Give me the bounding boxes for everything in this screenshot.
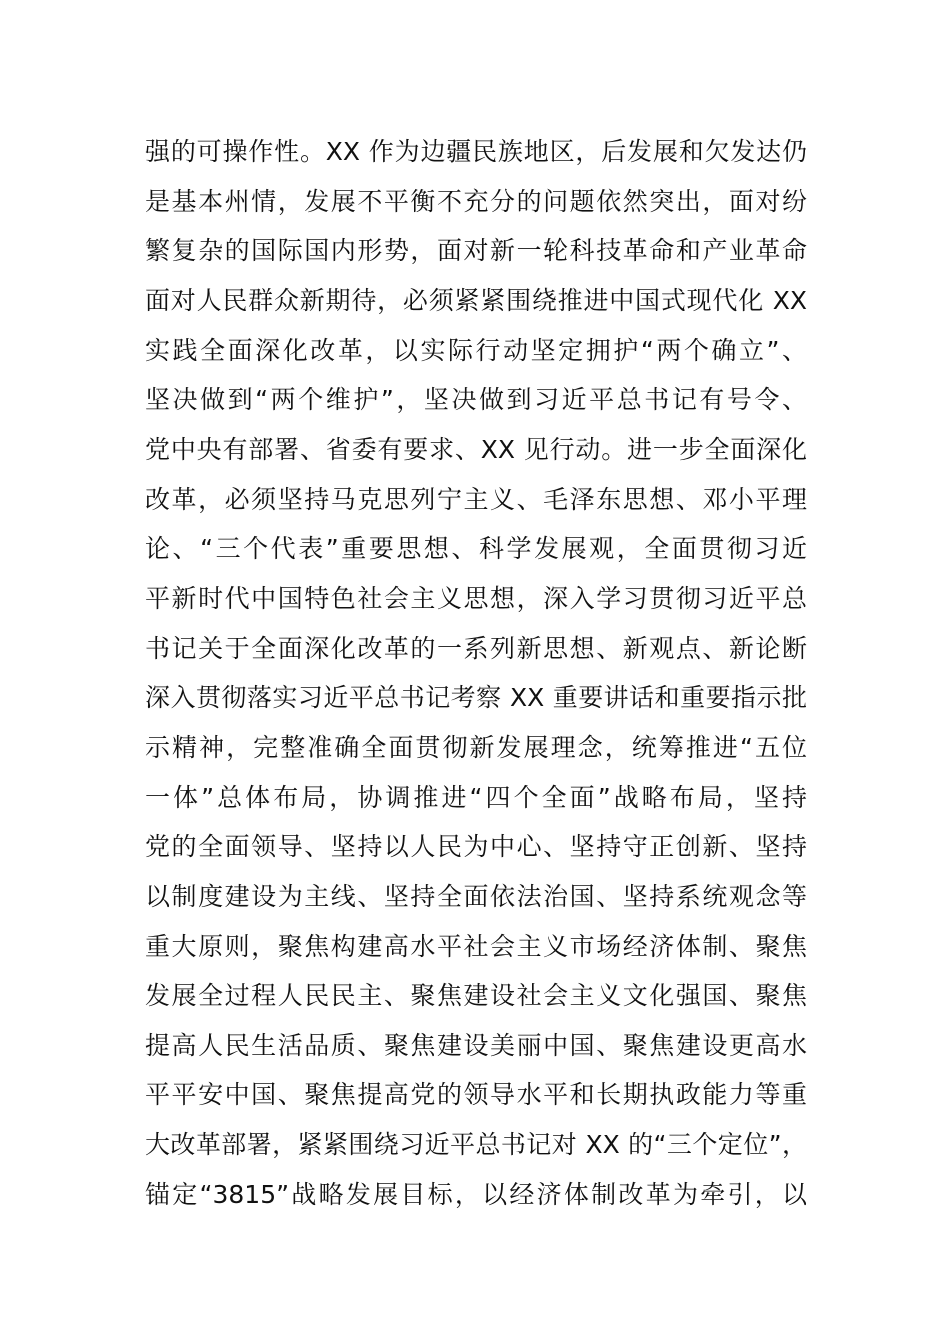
text-line: 重大原则，聚焦构建高水平社会主义市场经济体制、聚焦 [145, 931, 807, 961]
text-line: 坚决做到“两个维护”，坚决做到习近平总书记有号令、 [145, 385, 807, 415]
text-line: 锚定“3815”战略发展目标，以经济体制改革为牵引，以 [145, 1179, 807, 1209]
text-line: 发展全过程人民民主、聚焦建设社会主义文化强国、聚焦 [145, 981, 807, 1011]
text-line: 一体”总体布局，协调推进“四个全面”战略布局，坚持 [145, 782, 807, 812]
text-line: 强的可操作性。XX 作为边疆民族地区，后发展和欠发达仍 [145, 137, 807, 166]
text-line: 繁复杂的国际国内形势，面对新一轮科技革命和产业革命 [145, 236, 807, 266]
text-line: 以制度建设为主线、坚持全面依法治国、坚持系统观念等 [145, 881, 807, 911]
text-line: 深入贯彻落实习近平总书记考察 XX 重要讲话和重要指示批 [145, 683, 807, 713]
text-line: 改革，必须坚持马克思列宁主义、毛泽东思想、邓小平理 [145, 484, 807, 514]
text-line: 党的全面领导、坚持以人民为中心、坚持守正创新、坚持 [145, 832, 807, 862]
text-line: 平新时代中国特色社会主义思想，深入学习贯彻习近平总 [145, 583, 807, 613]
text-line: 示精神，完整准确全面贯彻新发展理念，统筹推进“五位 [145, 732, 807, 762]
text-line: 是基本州情，发展不平衡不充分的问题依然突出，面对纷 [145, 186, 807, 216]
text-line: 论、“三个代表”重要思想、科学发展观，全面贯彻习近 [145, 534, 807, 564]
text-line: 平平安中国、聚焦提高党的领导水平和长期执政能力等重 [145, 1080, 807, 1110]
text-line: 党中央有部署、省委有要求、XX 见行动。进一步全面深化 [145, 434, 807, 464]
text-line: 书记关于全面深化改革的一系列新思想、新观点、新论断 [145, 633, 807, 663]
text-line: 实践全面深化改革，以实际行动坚定拥护“两个确立”、 [145, 335, 807, 365]
text-line: 提高人民生活品质、聚焦建设美丽中国、聚焦建设更高水 [145, 1030, 807, 1060]
text-line: 面对人民群众新期待，必须紧紧围绕推进中国式现代化 XX [145, 285, 807, 315]
document-body [145, 127, 807, 1219]
text-line: 大改革部署，紧紧围绕习近平总书记对 XX 的“三个定位”， [145, 1130, 807, 1160]
